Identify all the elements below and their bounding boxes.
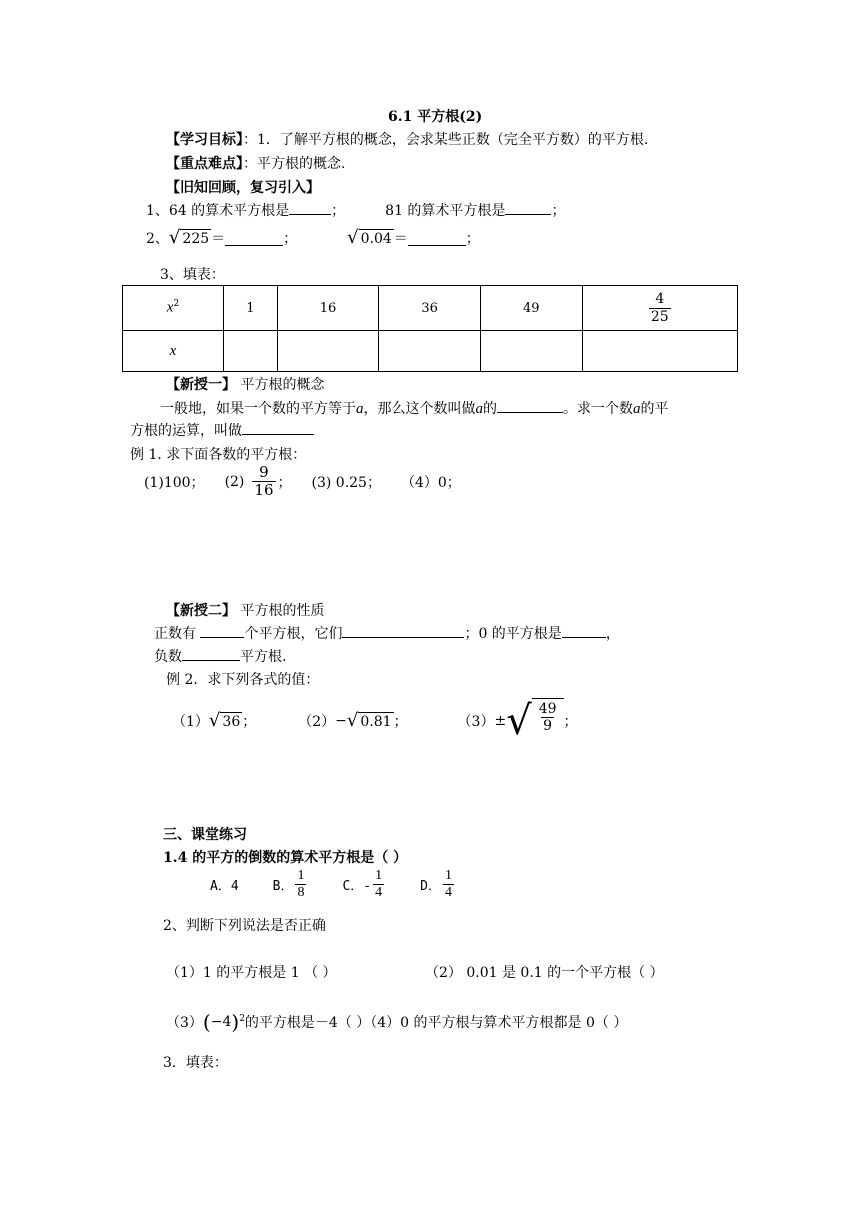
q1-part-b: 81 的算术平方根是 <box>385 203 506 219</box>
variable-a: a <box>475 401 483 417</box>
review-question-1 <box>146 200 565 220</box>
example-item: (2) <box>224 473 245 490</box>
answer-cell[interactable] <box>379 331 481 372</box>
row-header-x-squared <box>123 286 224 331</box>
key-difficulty <box>166 153 345 173</box>
variable-a: a <box>356 401 364 417</box>
option-c[interactable] <box>342 868 386 901</box>
review-question-3: 3、填表： <box>160 267 225 283</box>
table-cell: 1 <box>224 286 278 331</box>
q1-part-a: 1、64 的算术平方根是 <box>146 203 290 219</box>
radical-icon: √ <box>506 698 532 744</box>
fraction-numerator: 49 <box>538 701 557 717</box>
fraction-numerator: 1 <box>297 868 305 883</box>
judge-item-1: （1）1 的平方根是 1 （ ） <box>166 965 337 981</box>
sqrt-fraction <box>506 698 563 744</box>
answer-blank[interactable] <box>182 646 240 661</box>
example-item: （3） <box>457 714 495 730</box>
answer-blank[interactable] <box>497 398 563 413</box>
fraction-denominator: 16 <box>254 481 274 500</box>
answer-cell[interactable] <box>224 331 278 372</box>
answer-blank[interactable] <box>505 200 551 215</box>
variable-x: x <box>169 342 177 359</box>
text: ，那么这个数叫做 <box>363 401 476 417</box>
example-item: （1） <box>172 714 209 730</box>
radicand: 225 <box>182 230 210 247</box>
fraction-denominator: 8 <box>297 885 305 901</box>
section-title: 平方根的概念 <box>236 377 325 393</box>
minus-sign: − <box>335 713 347 729</box>
judge-item-3-4 <box>166 1012 627 1032</box>
option-label: B． <box>272 879 294 895</box>
fraction-numerator: 9 <box>259 463 269 481</box>
practice-question-1: 1.4 的平方的倒数的算术平方根是（ ） <box>163 850 408 866</box>
fraction-numerator: 1 <box>444 868 452 883</box>
practice-question-2: 2、判断下列说法是否正确 <box>163 918 326 934</box>
radical-icon: √ <box>168 226 181 248</box>
radicand: 36 <box>222 713 241 730</box>
practice-question-3: 3．填表： <box>163 1055 228 1071</box>
property-line-1 <box>154 623 620 643</box>
definition-line-2 <box>130 420 314 440</box>
example-2-title: 例 2．求下列各式的值： <box>166 672 320 688</box>
answer-blank[interactable] <box>289 200 331 215</box>
table-cell: 49 <box>480 286 582 331</box>
example-item: （2） <box>298 714 336 730</box>
answer-cell[interactable] <box>582 331 737 372</box>
text: 平方根. <box>240 649 287 665</box>
example-item: ； <box>277 474 292 491</box>
radicand: 0.04 <box>360 230 392 247</box>
paren-close: ) <box>231 1010 240 1034</box>
table-cell: 16 <box>277 286 379 331</box>
section-title: 平方根的性质 <box>236 603 325 619</box>
review-heading: 【旧知回顾，复习引入】 <box>166 180 320 196</box>
learning-objective <box>166 129 648 149</box>
section-label: 【新授一】 <box>166 377 236 393</box>
equals-sign: ＝ <box>393 231 408 247</box>
option-b[interactable] <box>273 868 309 901</box>
text: 个平方根，它们 <box>244 626 343 642</box>
practice-heading: 三、课堂练习 <box>163 827 247 843</box>
new-lesson-2-heading <box>166 600 324 620</box>
example-1-title: 例 1. 求下面各数的平方根： <box>130 447 307 463</box>
answer-blank[interactable] <box>225 231 283 246</box>
answer-blank[interactable] <box>408 231 466 246</box>
equals-sign: ＝ <box>211 231 226 247</box>
text: ， <box>605 626 620 642</box>
fraction-denominator: 9 <box>543 718 553 735</box>
example-item: ； <box>393 714 408 730</box>
fraction-denominator: 4 <box>444 885 452 901</box>
fraction-numerator: 4 <box>655 291 665 308</box>
option-d[interactable] <box>420 868 456 901</box>
judge-item-2: （2） 0.01 是 0.1 的一个平方根（ ） <box>425 965 664 981</box>
exponent: 2 <box>239 1014 245 1024</box>
variable-x: x <box>166 299 174 316</box>
table-row <box>123 331 738 372</box>
text: ；0 的平方根是 <box>464 626 562 642</box>
objective-label: 【学习目标】 <box>166 132 243 148</box>
paren-open: ( <box>202 1010 211 1034</box>
section-label: 【新授二】 <box>166 603 236 619</box>
text: 的平 <box>640 401 669 417</box>
base-value: −4 <box>210 1014 232 1030</box>
fraction-denominator: 25 <box>650 308 669 325</box>
judge-text: 的平方根是－4（ ）（4）0 的平方根与算术平方根都是 0（ ） <box>244 1015 628 1031</box>
table-row <box>123 286 738 331</box>
example-item: (3) 0.25； <box>311 474 381 491</box>
radical-icon: √ <box>347 226 359 248</box>
definition-line-1 <box>160 398 669 418</box>
text: 正数有 <box>154 626 201 642</box>
table-cell-fraction <box>582 286 737 331</box>
example-item: ； <box>242 714 257 730</box>
q1-part-a-end: ； <box>331 203 346 219</box>
q2-end: ； <box>465 231 480 247</box>
answer-blank[interactable] <box>242 420 314 435</box>
variable-a: a <box>633 401 641 417</box>
sqrt-expression <box>168 226 211 248</box>
answer-blank[interactable] <box>342 623 464 638</box>
fill-table <box>122 285 738 372</box>
q1-part-b-end: ； <box>551 203 566 219</box>
radical-icon: √ <box>208 709 221 731</box>
item-number: （3） <box>166 1015 203 1031</box>
radicand: 0.81 <box>360 713 392 730</box>
answer-cell[interactable] <box>480 331 582 372</box>
page-title: 6.1 平方根(2) <box>388 109 483 125</box>
radical-icon: √ <box>346 709 359 731</box>
row-header-x <box>123 331 224 372</box>
answer-cell[interactable] <box>277 331 379 372</box>
text: 的 <box>483 401 497 417</box>
keypoint-text: ：平方根的概念. <box>243 156 346 172</box>
text: 方根的运算，叫做 <box>130 423 242 439</box>
sqrt-expression <box>347 226 394 248</box>
choice-options <box>210 868 456 901</box>
option-label: C．- <box>342 879 372 895</box>
sqrt-expression <box>346 709 394 731</box>
review-question-2 <box>146 228 480 248</box>
q2-end: ； <box>283 231 298 247</box>
example-item: (1)100； <box>144 474 205 491</box>
sqrt-expression <box>208 709 242 731</box>
example-item: ； <box>563 714 578 730</box>
exponent: 2 <box>173 299 180 310</box>
text: 一般地，如果一个数的平方等于 <box>160 401 356 417</box>
text: 负数 <box>154 649 182 665</box>
option-a[interactable]: A．4 <box>210 879 239 895</box>
fraction-denominator: 4 <box>375 885 383 901</box>
example-2-items <box>172 698 578 744</box>
example-item: （4）0； <box>400 474 461 491</box>
text: 。求一个数 <box>563 401 633 417</box>
plus-minus-sign: ± <box>494 713 507 729</box>
answer-blank[interactable] <box>200 623 244 638</box>
new-lesson-1-heading <box>166 374 324 394</box>
objective-text: ：1．了解平方根的概念，会求某些正数（完全平方数）的平方根. <box>243 132 649 148</box>
q2-prefix: 2、 <box>146 231 169 247</box>
answer-blank[interactable] <box>562 623 606 638</box>
property-line-2 <box>154 646 286 666</box>
option-label: D． <box>420 879 441 895</box>
table-cell: 36 <box>379 286 481 331</box>
fraction-numerator: 1 <box>375 868 383 883</box>
example-1-items <box>144 464 461 500</box>
keypoint-label: 【重点难点】 <box>166 156 243 172</box>
